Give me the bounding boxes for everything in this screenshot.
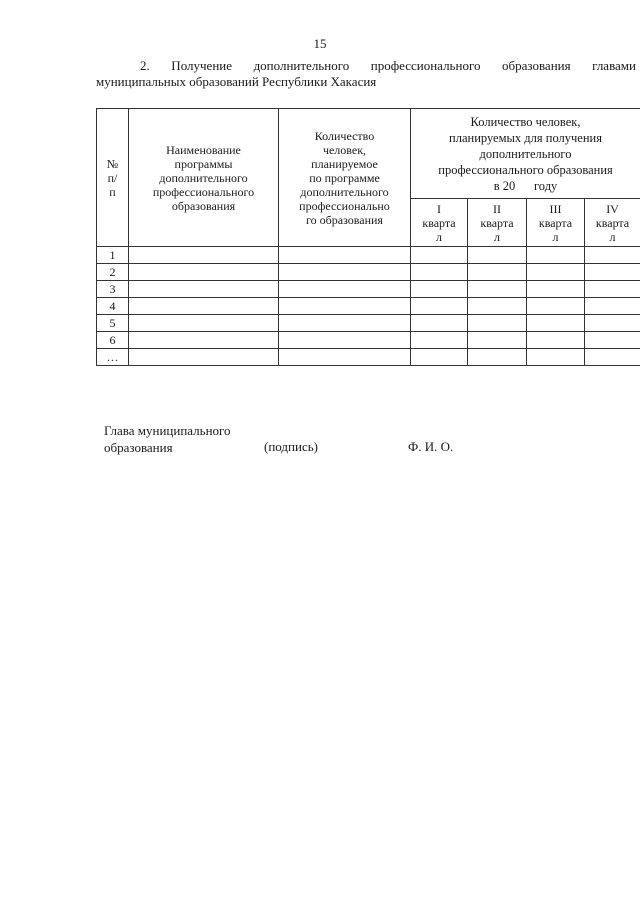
- row-number: 1: [97, 247, 129, 264]
- row-number: 6: [97, 332, 129, 349]
- cell-q1[interactable]: [411, 315, 468, 332]
- cell-q4[interactable]: [585, 349, 640, 366]
- header-quarters-group: Количество человек, планируемых для получения дополнительного профессионального образования в 20 году: [411, 109, 640, 199]
- cell-q1[interactable]: [411, 298, 468, 315]
- cell-q3[interactable]: [527, 315, 585, 332]
- cell-planned[interactable]: [279, 264, 411, 281]
- cell-q4[interactable]: [585, 281, 640, 298]
- table-row: [97, 281, 640, 298]
- cell-q4[interactable]: [585, 315, 640, 332]
- header-quarter-2: II кварта л: [468, 199, 527, 247]
- cell-q3[interactable]: [527, 349, 585, 366]
- education-plan-table: [96, 108, 640, 366]
- cell-q1[interactable]: [411, 281, 468, 298]
- cell-q3[interactable]: [527, 281, 585, 298]
- table-row: [97, 315, 640, 332]
- cell-q4[interactable]: [585, 298, 640, 315]
- cell-q1[interactable]: [411, 247, 468, 264]
- cell-q3[interactable]: [527, 298, 585, 315]
- cell-program[interactable]: [129, 332, 279, 349]
- header-row-number: № п/ п: [97, 109, 129, 247]
- signature-position-label: Глава муниципального образования: [104, 423, 231, 455]
- cell-q2[interactable]: [468, 264, 527, 281]
- section-heading: [96, 58, 636, 90]
- cell-program[interactable]: [129, 349, 279, 366]
- row-number: 2: [97, 264, 129, 281]
- row-number: …: [97, 349, 129, 366]
- table-row: [97, 349, 640, 366]
- cell-q4[interactable]: [585, 247, 640, 264]
- cell-q2[interactable]: [468, 281, 527, 298]
- cell-q2[interactable]: [468, 332, 527, 349]
- cell-planned[interactable]: [279, 315, 411, 332]
- cell-q1[interactable]: [411, 349, 468, 366]
- table-row: [97, 247, 640, 264]
- table-row: [97, 298, 640, 315]
- signature-hint: (подпись): [264, 439, 318, 454]
- cell-q4[interactable]: [585, 332, 640, 349]
- header-program-name: Наименование программы дополнительного профессионального образования: [129, 109, 279, 247]
- row-number: 5: [97, 315, 129, 332]
- heading-line-1: 2. Получение дополнительного профессионального образования главами: [140, 58, 636, 73]
- row-number: 3: [97, 281, 129, 298]
- cell-program[interactable]: [129, 247, 279, 264]
- cell-planned[interactable]: [279, 349, 411, 366]
- heading-line-2: муниципальных образований Республики Хакасия: [96, 74, 377, 89]
- table-row: [97, 264, 640, 281]
- cell-program[interactable]: [129, 281, 279, 298]
- cell-planned[interactable]: [279, 298, 411, 315]
- cell-q2[interactable]: [468, 315, 527, 332]
- cell-q3[interactable]: [527, 247, 585, 264]
- cell-q1[interactable]: [411, 332, 468, 349]
- cell-q2[interactable]: [468, 298, 527, 315]
- row-number: 4: [97, 298, 129, 315]
- header-quarter-4: IV кварта л: [585, 199, 640, 247]
- cell-q2[interactable]: [468, 247, 527, 264]
- header-quarter-1: I кварта л: [411, 199, 468, 247]
- cell-q3[interactable]: [527, 332, 585, 349]
- cell-planned[interactable]: [279, 281, 411, 298]
- cell-planned[interactable]: [279, 247, 411, 264]
- table-row: [97, 332, 640, 349]
- fio-hint: Ф. И. О.: [408, 439, 454, 454]
- cell-program[interactable]: [129, 315, 279, 332]
- page-number: 15: [313, 36, 327, 51]
- cell-q2[interactable]: [468, 349, 527, 366]
- cell-program[interactable]: [129, 264, 279, 281]
- cell-q4[interactable]: [585, 264, 640, 281]
- cell-q3[interactable]: [527, 264, 585, 281]
- cell-planned[interactable]: [279, 332, 411, 349]
- header-planned-count: Количество человек, планируемое по программе дополнительного профессионально го образования: [279, 109, 411, 247]
- header-quarter-3: III кварта л: [527, 199, 585, 247]
- cell-program[interactable]: [129, 298, 279, 315]
- cell-q1[interactable]: [411, 264, 468, 281]
